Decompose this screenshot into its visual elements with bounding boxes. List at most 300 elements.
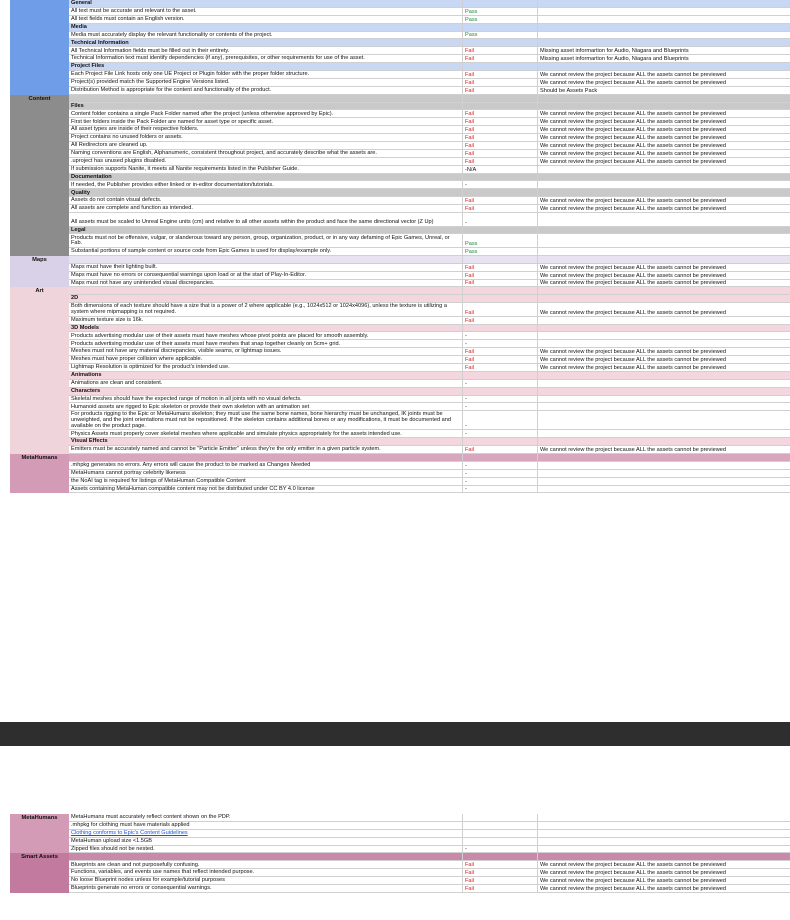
note-cell xyxy=(538,853,790,861)
category-label: Smart Assets xyxy=(21,854,58,861)
category-label: MetaHumans xyxy=(21,455,58,462)
table-row xyxy=(10,340,790,348)
table-row xyxy=(10,87,790,95)
result-cell xyxy=(463,830,538,838)
result-cell: Fail xyxy=(463,134,538,142)
category-cell xyxy=(10,287,69,295)
table-row xyxy=(10,430,790,438)
table-row xyxy=(10,403,790,411)
note-cell: We cannot review the project because ALL the assets cannot be previewed xyxy=(538,356,790,364)
requirement-text: 3D Models xyxy=(69,325,463,333)
table-row xyxy=(10,411,790,430)
requirement-text: Project(s) provided match the Supported Engine Versions listed. xyxy=(69,79,463,87)
note-cell: We cannot review the project because ALL the assets cannot be previewed xyxy=(538,280,790,288)
table-row xyxy=(10,446,790,454)
table-row xyxy=(10,348,790,356)
table-row xyxy=(10,71,790,79)
result-cell: - xyxy=(463,430,538,438)
note-cell xyxy=(538,846,790,854)
result-cell: Fail xyxy=(463,158,538,166)
note-cell xyxy=(538,0,790,8)
table-row xyxy=(10,264,790,272)
result-cell: - xyxy=(463,486,538,494)
requirement-text: MetaHuman upload size <1.5GB xyxy=(69,838,463,846)
section-header-row xyxy=(10,853,790,861)
note-cell: We cannot review the project because ALL the assets cannot be previewed xyxy=(538,158,790,166)
note-cell xyxy=(538,486,790,494)
category-cell xyxy=(10,32,69,40)
category-cell xyxy=(10,256,69,264)
category-cell xyxy=(10,303,69,317)
category-cell xyxy=(10,340,69,348)
requirement-text: General xyxy=(69,0,463,8)
requirement-text: If needed, the Publisher provides either linked or in-editor documentation/tutorials. xyxy=(69,181,463,189)
category-cell xyxy=(10,430,69,438)
category-cell xyxy=(10,364,69,372)
result-cell: - xyxy=(463,462,538,470)
table-row xyxy=(10,272,790,280)
table-row xyxy=(10,134,790,142)
requirement-text: Project Files xyxy=(69,63,463,71)
category-cell xyxy=(10,264,69,272)
note-cell xyxy=(538,181,790,189)
result-cell: - xyxy=(463,478,538,486)
category-cell xyxy=(10,189,69,197)
category-cell xyxy=(10,87,69,95)
requirement-text: Assets containing MetaHuman compatible content may not be distributed under CC BY 4.0 license xyxy=(69,486,463,494)
table-row xyxy=(10,303,790,317)
category-cell xyxy=(10,446,69,454)
table-row xyxy=(10,197,790,205)
category-cell xyxy=(10,150,69,158)
table-row xyxy=(10,822,790,830)
category-cell xyxy=(10,280,69,288)
requirement-text: Technical Information xyxy=(69,39,463,47)
result-cell: Fail xyxy=(463,71,538,79)
note-cell xyxy=(538,16,790,24)
note-cell xyxy=(538,63,790,71)
note-cell: We cannot review the project because ALL the assets cannot be previewed xyxy=(538,142,790,150)
note-cell xyxy=(538,248,790,256)
requirement-text xyxy=(69,287,463,295)
note-cell: We cannot review the project because ALL the assets cannot be previewed xyxy=(538,110,790,118)
table-row xyxy=(10,205,790,213)
section-header-row xyxy=(10,388,790,396)
requirement-text: Products advertising modular use of their assets must have meshes whose pivot points are placed for smooth assembly. xyxy=(69,332,463,340)
table-row xyxy=(10,462,790,470)
result-cell xyxy=(463,438,538,446)
category-cell xyxy=(10,227,69,235)
section-header-row xyxy=(10,24,790,32)
table-row xyxy=(10,47,790,55)
result-cell: - xyxy=(463,213,538,227)
category-cell xyxy=(10,486,69,494)
note-cell xyxy=(538,332,790,340)
requirement-text: Substantial portions of sample content or source code from Epic Games is used for display/example only. xyxy=(69,248,463,256)
requirement-text: Emitters must be accurately named and cannot be "Particle Emitter" unless they're the only emitter in a given particle system. xyxy=(69,446,463,454)
note-cell xyxy=(538,478,790,486)
category-cell xyxy=(10,462,69,470)
category-cell xyxy=(10,55,69,63)
note-cell: Should be Assets Pack xyxy=(538,87,790,95)
requirement-text: Animations are clean and consistent. xyxy=(69,380,463,388)
note-cell: We cannot review the project because ALL the assets cannot be previewed xyxy=(538,885,790,893)
table-row xyxy=(10,110,790,118)
note-cell xyxy=(538,388,790,396)
note-cell xyxy=(538,189,790,197)
table-row xyxy=(10,396,790,404)
section-header-row xyxy=(10,438,790,446)
category-cell xyxy=(10,869,69,877)
requirement-text: Characters xyxy=(69,388,463,396)
requirement-text: Both dimensions of each texture should have a size that is a power of 2 where applicable (e.g., 1024x512 or 1024x4096), unless the texture is utilizing a system where mipmapping is not required. xyxy=(69,303,463,317)
category-label: Maps xyxy=(32,256,47,263)
requirement-text: Maps must have no errors or consequential warnings upon load or at the start of Play-In-Editor. xyxy=(69,272,463,280)
category-cell xyxy=(10,396,69,404)
category-cell xyxy=(10,411,69,430)
requirement-text xyxy=(69,256,463,264)
note-cell: We cannot review the project because ALL the assets cannot be previewed xyxy=(538,869,790,877)
category-cell xyxy=(10,234,69,248)
category-cell xyxy=(10,39,69,47)
result-cell: Pass xyxy=(463,8,538,16)
checklist-sheet-top xyxy=(10,0,790,493)
category-cell xyxy=(10,174,69,182)
result-cell: Fail xyxy=(463,205,538,213)
requirement-text: First tier folders inside the Pack Folder are named for asset type or specific asset. xyxy=(69,118,463,126)
note-cell xyxy=(538,470,790,478)
requirement-text: All assets must be scaled to Unreal Engine units (cm) and relative to all other assets within the product and face the same directional vector (Z Up) xyxy=(69,213,463,227)
note-cell: We cannot review the project because ALL the assets cannot be previewed xyxy=(538,303,790,317)
requirement-text: Technical Information text must identify dependencies (if any), prerequisites, or other requirements for use of the asset. xyxy=(69,55,463,63)
category-cell xyxy=(10,213,69,227)
note-cell xyxy=(538,287,790,295)
note-cell xyxy=(538,317,790,325)
category-cell xyxy=(10,838,69,846)
result-cell: Fail xyxy=(463,126,538,134)
requirement-text[interactable]: Clothing conforms to Epic's Content Guidelines xyxy=(69,830,463,838)
requirement-text: Zipped files should not be nested. xyxy=(69,846,463,854)
table-row xyxy=(10,16,790,24)
result-cell xyxy=(463,256,538,264)
table-row xyxy=(10,118,790,126)
note-cell: We cannot review the project because ALL the assets cannot be previewed xyxy=(538,877,790,885)
category-cell xyxy=(10,16,69,24)
note-cell: We cannot review the project because ALL the assets cannot be previewed xyxy=(538,118,790,126)
requirement-text: Media xyxy=(69,24,463,32)
table-row xyxy=(10,181,790,189)
table-row xyxy=(10,126,790,134)
requirement-text: Products must not be offensive, vulgar, or slanderous toward any person, group, organization, product, or in any way defaming of Epic Games, Unreal, or Fab. xyxy=(69,234,463,248)
result-cell: - xyxy=(463,181,538,189)
result-cell: - xyxy=(463,846,538,854)
category-cell xyxy=(10,158,69,166)
category-cell xyxy=(10,372,69,380)
category-cell xyxy=(10,332,69,340)
requirement-text xyxy=(69,95,463,103)
note-cell: We cannot review the project because ALL the assets cannot be previewed xyxy=(538,197,790,205)
section-header-row xyxy=(10,454,790,462)
result-cell xyxy=(463,822,538,830)
table-row xyxy=(10,830,790,838)
result-cell: - xyxy=(463,340,538,348)
category-cell xyxy=(10,885,69,893)
category-cell xyxy=(10,348,69,356)
category-cell xyxy=(10,861,69,869)
result-cell: Fail xyxy=(463,446,538,454)
category-cell xyxy=(10,24,69,32)
note-cell xyxy=(538,227,790,235)
result-cell: Fail xyxy=(463,264,538,272)
note-cell xyxy=(538,454,790,462)
category-cell xyxy=(10,388,69,396)
note-cell xyxy=(538,430,790,438)
note-cell xyxy=(538,814,790,822)
section-header-row xyxy=(10,39,790,47)
sheet-divider-bar xyxy=(0,722,790,746)
requirement-text: Maps must have their lighting built. xyxy=(69,264,463,272)
result-cell: Fail xyxy=(463,885,538,893)
result-cell: Pass xyxy=(463,248,538,256)
note-cell xyxy=(538,462,790,470)
category-cell xyxy=(10,110,69,118)
checklist-sheet-bottom xyxy=(10,814,790,893)
category-cell xyxy=(10,118,69,126)
note-cell xyxy=(538,340,790,348)
table-row xyxy=(10,470,790,478)
requirement-text: No loose Blueprint nodes unless for example/tutorial purposes xyxy=(69,877,463,885)
result-cell xyxy=(463,174,538,182)
note-cell: We cannot review the project because ALL the assets cannot be previewed xyxy=(538,126,790,134)
note-cell xyxy=(538,295,790,303)
category-cell xyxy=(10,134,69,142)
requirement-text: Visual Effects xyxy=(69,438,463,446)
requirement-text: For products rigging to the Epic or MetaHumans skeleton; they must use the same bone names, bone hierarchy must be unchanged, IK joints must be unweighted, and the joint orientations must not be repositioned. If the skeleton contains additional bones or any modifications, it must be documented and available on the product page. xyxy=(69,411,463,430)
category-cell xyxy=(10,181,69,189)
category-cell xyxy=(10,8,69,16)
result-cell xyxy=(463,814,538,822)
table-row xyxy=(10,280,790,288)
result-cell xyxy=(463,227,538,235)
table-row xyxy=(10,32,790,40)
category-cell xyxy=(10,272,69,280)
result-cell: Pass xyxy=(463,16,538,24)
note-cell xyxy=(538,325,790,333)
result-cell: Pass xyxy=(463,32,538,40)
category-cell xyxy=(10,103,69,111)
section-header-row xyxy=(10,372,790,380)
result-cell: Fail xyxy=(463,877,538,885)
requirement-text: Maximum texture size is 16k. xyxy=(69,317,463,325)
category-cell xyxy=(10,0,69,8)
requirement-text: Naming conventions are English, Alphanumeric, consistent throughout project, and accurately describe what the assets are. xyxy=(69,150,463,158)
section-header-row xyxy=(10,227,790,235)
table-row xyxy=(10,877,790,885)
note-cell xyxy=(538,438,790,446)
table-row xyxy=(10,486,790,494)
requirement-text: Media must accurately display the relevant functionality or contents of the project. xyxy=(69,32,463,40)
category-cell xyxy=(10,248,69,256)
section-header-row xyxy=(10,103,790,111)
category-cell xyxy=(10,197,69,205)
table-row xyxy=(10,55,790,63)
result-cell xyxy=(463,325,538,333)
note-cell: We cannot review the project because ALL the assets cannot be previewed xyxy=(538,364,790,372)
requirement-text: Humanoid assets are rigged to Epic skeleton or provide their own skeleton with an animation set xyxy=(69,403,463,411)
requirement-text xyxy=(69,454,463,462)
note-cell xyxy=(538,39,790,47)
note-cell: We cannot review the project because ALL the assets cannot be previewed xyxy=(538,446,790,454)
note-cell xyxy=(538,234,790,248)
note-cell xyxy=(538,174,790,182)
table-row xyxy=(10,317,790,325)
note-cell xyxy=(538,822,790,830)
note-cell: We cannot review the project because ALL the assets cannot be previewed xyxy=(538,79,790,87)
requirement-text: Lightmap Resolution is optimized for the product's intended use. xyxy=(69,364,463,372)
result-cell: Fail xyxy=(463,272,538,280)
category-cell xyxy=(10,403,69,411)
category-label: Content xyxy=(28,95,51,102)
requirement-text: Animations xyxy=(69,372,463,380)
table-row xyxy=(10,846,790,854)
table-row xyxy=(10,814,790,822)
requirement-text: All text fields must contain an English version. xyxy=(69,16,463,24)
note-cell: Missing asset informartion for Audio, Niagara and Blueprints xyxy=(538,47,790,55)
note-cell: We cannot review the project because ALL the assets cannot be previewed xyxy=(538,205,790,213)
category-cell xyxy=(10,814,69,822)
category-cell xyxy=(10,470,69,478)
category-cell xyxy=(10,325,69,333)
result-cell xyxy=(463,189,538,197)
requirement-text: Documentation xyxy=(69,174,463,182)
result-cell: -N/A xyxy=(463,166,538,174)
note-cell xyxy=(538,8,790,16)
requirement-text: the NoAI tag is required for listings of MetaHuman Compatible Content xyxy=(69,478,463,486)
result-cell xyxy=(463,295,538,303)
table-row xyxy=(10,166,790,174)
category-cell xyxy=(10,142,69,150)
category-cell xyxy=(10,79,69,87)
note-cell xyxy=(538,838,790,846)
note-cell: We cannot review the project because ALL the assets cannot be previewed xyxy=(538,861,790,869)
result-cell xyxy=(463,39,538,47)
result-cell: Fail xyxy=(463,47,538,55)
requirement-text: All Technical Information fields must be filled out in their entirety. xyxy=(69,47,463,55)
note-cell: We cannot review the project because ALL the assets cannot be previewed xyxy=(538,348,790,356)
section-header-row xyxy=(10,295,790,303)
section-header-row xyxy=(10,256,790,264)
category-cell xyxy=(10,71,69,79)
requirement-text: Skeletal meshes should have the expected range of motion in all joints with no visual defects. xyxy=(69,396,463,404)
result-cell xyxy=(463,372,538,380)
result-cell: - xyxy=(463,396,538,404)
result-cell: Fail xyxy=(463,87,538,95)
table-row xyxy=(10,142,790,150)
result-cell: - xyxy=(463,332,538,340)
result-cell: Fail xyxy=(463,110,538,118)
section-header-row xyxy=(10,63,790,71)
section-header-row xyxy=(10,174,790,182)
note-cell: Missing asset informartion for Audio, Niagara and Blueprints xyxy=(538,55,790,63)
result-cell: Fail xyxy=(463,303,538,317)
result-cell: - xyxy=(463,380,538,388)
result-cell: Fail xyxy=(463,861,538,869)
result-cell: Fail xyxy=(463,79,538,87)
requirement-text: Meshes must have proper collision where applicable. xyxy=(69,356,463,364)
note-cell xyxy=(538,95,790,103)
category-cell xyxy=(10,126,69,134)
category-cell xyxy=(10,454,69,462)
table-row xyxy=(10,332,790,340)
note-cell xyxy=(538,372,790,380)
note-cell xyxy=(538,24,790,32)
result-cell: Fail xyxy=(463,280,538,288)
section-header-row xyxy=(10,287,790,295)
note-cell: We cannot review the project because ALL the assets cannot be previewed xyxy=(538,134,790,142)
note-cell xyxy=(538,103,790,111)
note-cell xyxy=(538,213,790,227)
category-cell xyxy=(10,47,69,55)
result-cell: Fail xyxy=(463,317,538,325)
note-cell: We cannot review the project because ALL the assets cannot be previewed xyxy=(538,264,790,272)
note-cell xyxy=(538,396,790,404)
note-cell xyxy=(538,166,790,174)
requirement-text xyxy=(69,853,463,861)
category-cell xyxy=(10,356,69,364)
section-header-row xyxy=(10,189,790,197)
result-cell xyxy=(463,454,538,462)
requirement-text: Distribution Method is appropriate for the content and functionality of the product. xyxy=(69,87,463,95)
requirement-text: MetaHumans must accurately reflect content shown on the PDP. xyxy=(69,814,463,822)
requirement-text: Legal xyxy=(69,227,463,235)
requirement-text: Content folder contains a single Pack Folder named after the project (unless otherwise approved by Epic). xyxy=(69,110,463,118)
table-row xyxy=(10,869,790,877)
result-cell xyxy=(463,24,538,32)
category-label: MetaHumans xyxy=(21,815,58,821)
requirement-text: If submission supports Nanite, it meets all Nanite requirements listed in the Publisher Guide. xyxy=(69,166,463,174)
table-row xyxy=(10,861,790,869)
table-row xyxy=(10,248,790,256)
result-cell: Fail xyxy=(463,150,538,158)
requirement-text: Maps must not have any unintended visual discrepancies. xyxy=(69,280,463,288)
category-cell xyxy=(10,63,69,71)
result-cell: Fail xyxy=(463,364,538,372)
result-cell: Fail xyxy=(463,197,538,205)
section-header-row xyxy=(10,0,790,8)
result-cell: - xyxy=(463,403,538,411)
requirement-text: MetaHumans cannot portray celebrity likeness xyxy=(69,470,463,478)
result-cell: Fail xyxy=(463,869,538,877)
requirement-text: .uproject has unused plugins disabled. xyxy=(69,158,463,166)
requirement-text: Physics Assets must properly cover skeletal meshes where applicable and simulate physics appropriately for the assets intended use. xyxy=(69,430,463,438)
result-cell xyxy=(463,287,538,295)
category-cell xyxy=(10,830,69,838)
result-cell: - xyxy=(463,411,538,430)
requirement-text: Products advertising modular use of their assets must have meshes that snap together cleanly on 5cm+ grid. xyxy=(69,340,463,348)
result-cell xyxy=(463,95,538,103)
requirement-text: .mhpkg for clothing must have materials applied xyxy=(69,822,463,830)
requirement-text: 2D xyxy=(69,295,463,303)
section-header-row xyxy=(10,325,790,333)
result-cell: Fail xyxy=(463,356,538,364)
requirement-text: Each Project File Link hosts only one UE Project or Plugin folder with the proper folder structure. xyxy=(69,71,463,79)
category-cell xyxy=(10,166,69,174)
requirement-text: Blueprints are clean and not purposefully confusing. xyxy=(69,861,463,869)
table-row xyxy=(10,364,790,372)
result-cell xyxy=(463,853,538,861)
result-cell xyxy=(463,838,538,846)
result-cell: Fail xyxy=(463,142,538,150)
